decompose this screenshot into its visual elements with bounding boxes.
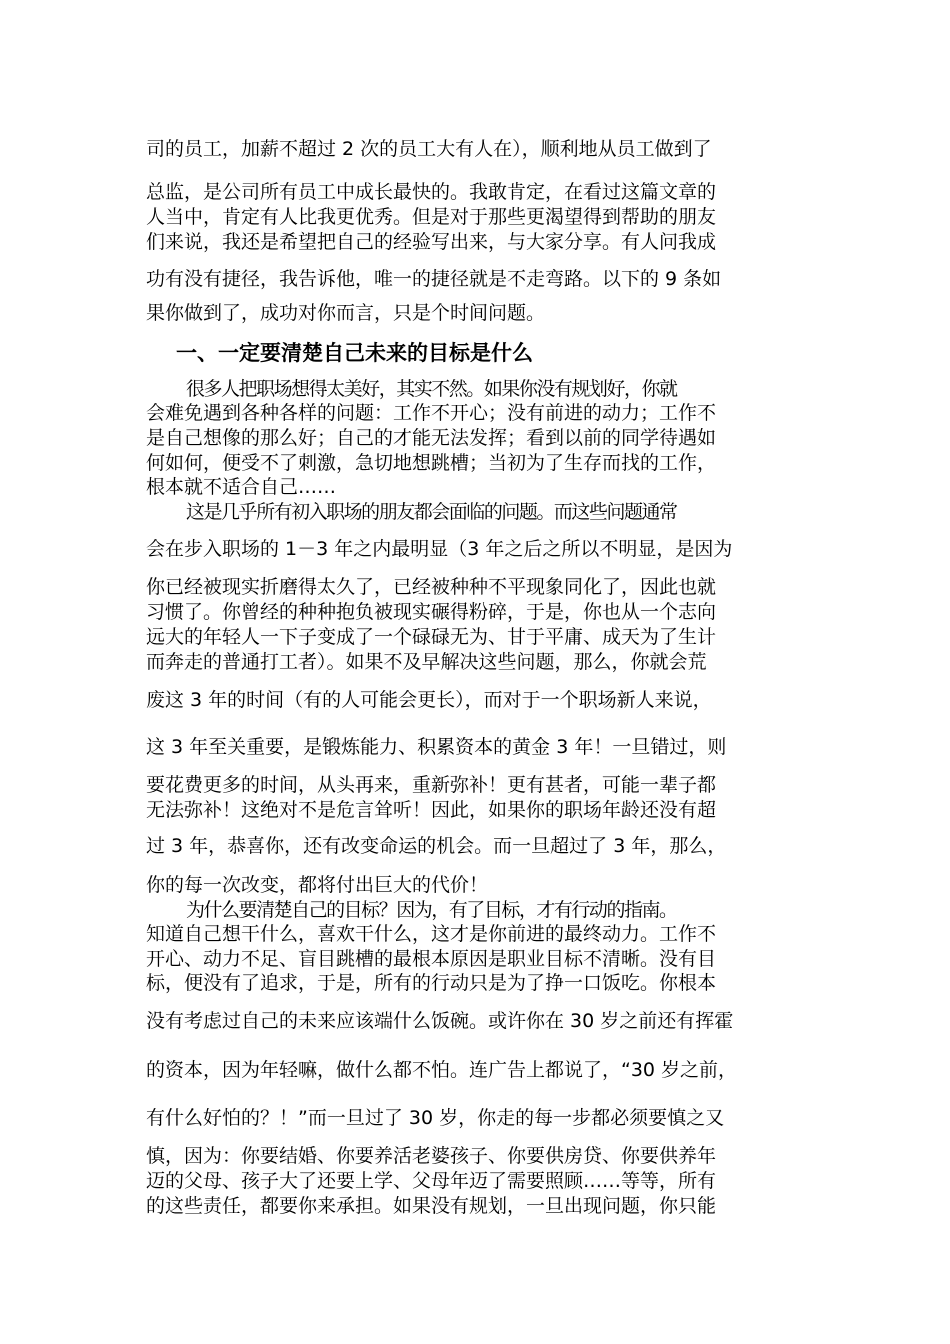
body-text-line: 为什么要清楚自己的目标？因为，有了目标，才有行动的指南。 xyxy=(186,899,677,921)
body-text-line: 功有没有捷径，我告诉他，唯一的捷径就是不走弯路。以下的 9 条如 xyxy=(146,268,722,290)
body-text-line: 会难免遇到各种各样的问题：工作不开心；没有前进的动力；工作不 xyxy=(146,402,717,424)
body-text-line: 习惯了。你曾经的种种抱负被现实碾得粉碎，于是，你也从一个志向 xyxy=(146,601,717,623)
body-text-line: 这是几乎所有初入职场的朋友都会面临的问题。而这些问题通常 xyxy=(186,501,677,523)
body-text-line: 开心、动力不足、盲目跳槽的最根本原因是职业目标不清晰。没有目 xyxy=(146,948,717,970)
body-text-line: 废这 3 年的时间（有的人可能会更长），而对于一个职场新人来说， xyxy=(146,689,712,711)
body-text-line: 过 3 年，恭喜你，还有改变命运的机会。而一旦超过了 3 年，那么， xyxy=(146,835,727,857)
body-text-line: 果你做到了，成功对你而言，只是个时间问题。 xyxy=(146,302,546,324)
body-text-line: 这 3 年至关重要，是锻炼能力、积累资本的黄金 3 年！一旦错过，则 xyxy=(146,736,727,758)
body-text-line: 慎，因为：你要结婚、你要养活老婆孩子、你要供房贷、你要供养年 xyxy=(146,1145,717,1167)
body-text-line: 要花费更多的时间，从头再来，重新弥补！更有甚者，可能一辈子都 xyxy=(146,774,717,796)
body-text-line: 很多人把职场想得太美好，其实不然。如果你没有规划好，你就 xyxy=(186,378,677,400)
body-text-line: 的资本，因为年轻嘛，做什么都不怕。连广告上都说了，“30 岁之前， xyxy=(146,1059,738,1081)
body-text-line: 是自己想像的那么好；自己的才能无法发挥；看到以前的同学待遇如 xyxy=(146,427,717,449)
body-text-line: 司的员工，加薪不超过 2 次的员工大有人在），顺利地从员工做到了 xyxy=(146,138,712,160)
body-text-line: 你已经被现实折磨得太久了，已经被种种不平现象同化了，因此也就 xyxy=(146,576,717,598)
section-heading: 一、一定要清楚自己未来的目标是什么 xyxy=(176,341,533,365)
body-text-line: 根本就不适合自己…… xyxy=(146,476,337,498)
body-text-line: 有什么好怕的？！”而一旦过了 30 岁，你走的每一步都必须要慎之又 xyxy=(146,1107,725,1129)
body-text-line: 知道自己想干什么，喜欢干什么，这才是你前进的最终动力。工作不 xyxy=(146,923,717,945)
body-text-line: 人当中，肯定有人比我更优秀。但是对于那些更渴望得到帮助的朋友 xyxy=(146,206,717,228)
body-text-line: 迈的父母、孩子大了还要上学、父母年迈了需要照顾……等等，所有 xyxy=(146,1170,717,1192)
body-text-line: 无法弥补！这绝对不是危言耸听！因此，如果你的职场年龄还没有超 xyxy=(146,799,717,821)
body-text-line: 你的每一次改变，都将付出巨大的代价！ xyxy=(146,874,489,896)
body-text-line: 而奔走的普通打工者）。如果不及早解决这些问题，那么，你就会荒 xyxy=(146,651,707,673)
body-text-line: 的这些责任，都要你来承担。如果没有规划，一旦出现问题，你只能 xyxy=(146,1195,717,1217)
body-text-line: 远大的年轻人一下子变成了一个碌碌无为、甘于平庸、成天为了生计 xyxy=(146,626,717,648)
body-text-line: 总监，是公司所有员工中成长最快的。我敢肯定，在看过这篇文章的 xyxy=(146,181,717,203)
body-text-line: 何如何，便受不了刺激，急切地想跳槽；当初为了生存而找的工作， xyxy=(146,452,717,474)
body-text-line: 没有考虑过自己的未来应该端什么饭碗。或许你在 30 岁之前还有挥霍 xyxy=(146,1010,734,1032)
body-text-line: 会在步入职场的 1－3 年之内最明显（3 年之后之所以不明显，是因为 xyxy=(146,538,733,560)
body-text-line: 标，便没有了追求，于是，所有的行动只是为了挣一口饭吃。你根本 xyxy=(146,972,717,994)
body-text-line: 们来说，我还是希望把自己的经验写出来，与大家分享。有人问我成 xyxy=(146,231,717,253)
